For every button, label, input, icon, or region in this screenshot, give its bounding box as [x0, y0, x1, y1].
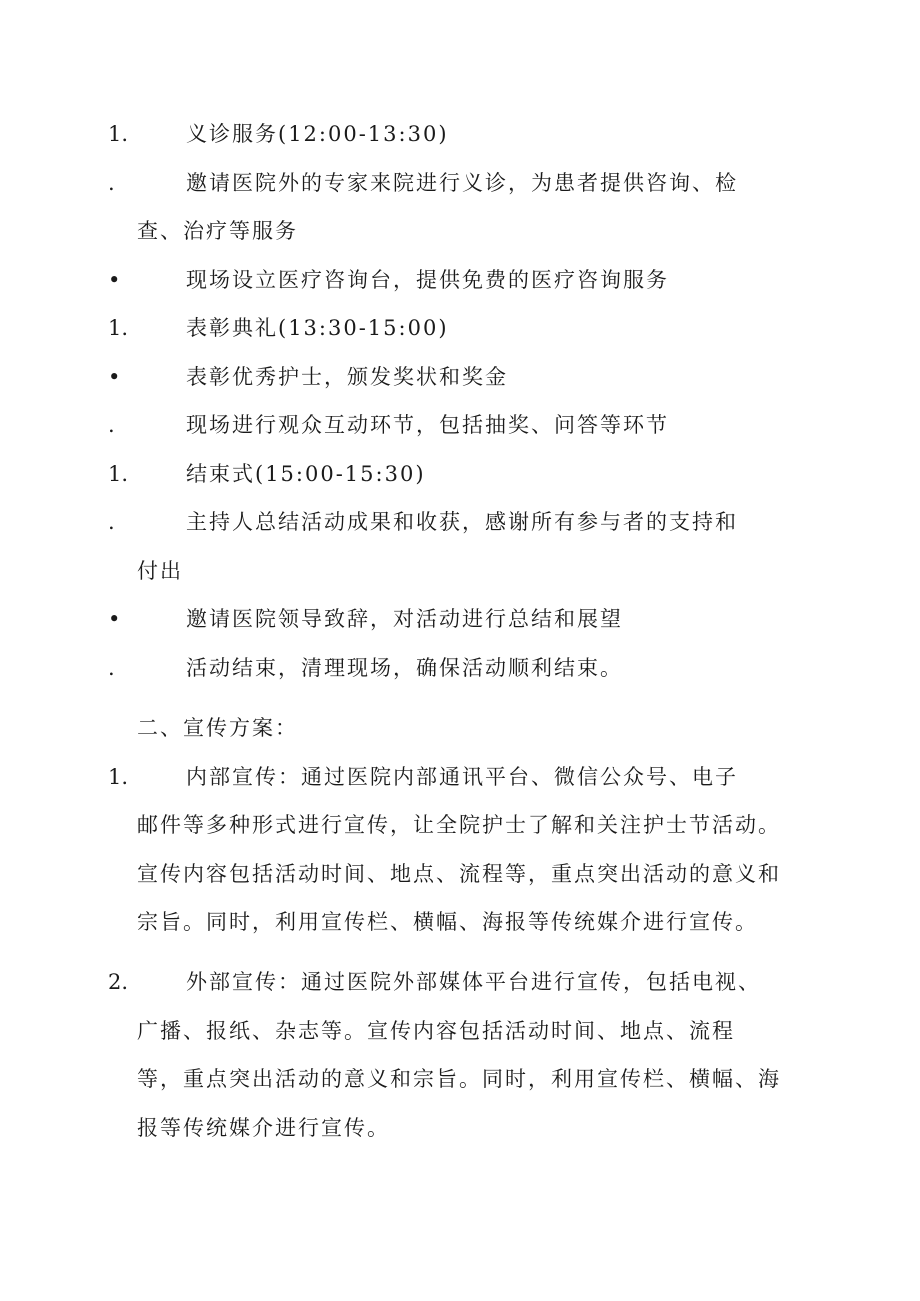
bullet-marker: •: [108, 268, 121, 292]
list-marker: .: [108, 656, 115, 680]
bullet-marker: •: [108, 365, 121, 389]
list-marker: 1.: [108, 462, 129, 486]
section-heading-award-ceremony: 表彰典礼(13:30-15:00): [186, 316, 449, 340]
paragraph-line: 活动结束，清理现场，确保活动顺利结束。: [186, 656, 623, 680]
list-marker: 1.: [108, 122, 129, 146]
paragraph-line: 宣传内容包括活动时间、地点、流程等，重点突出活动的意义和: [137, 862, 781, 886]
paragraph-line: 现场进行观众互动环节，包括抽奖、问答等环节: [186, 413, 669, 437]
paragraph-line: 邮件等多种形式进行宣传，让全院护士了解和关注护士节活动。: [137, 813, 781, 837]
paragraph-line: 表彰优秀护士，颁发奖状和奖金: [186, 365, 508, 389]
paragraph-line: 广播、报纸、杂志等。宣传内容包括活动时间、地点、流程: [137, 1019, 735, 1043]
paragraph-line: 主持人总结活动成果和收获，感谢所有参与者的支持和: [186, 510, 738, 534]
list-marker: 1.: [108, 765, 129, 789]
section-heading-free-clinic: 义诊服务(12:00-13:30): [186, 122, 449, 146]
paragraph-line: 付出: [137, 559, 183, 583]
paragraph-line: 报等传统媒介进行宣传。: [137, 1116, 390, 1140]
paragraph-line: 邀请医院领导致辞，对活动进行总结和展望: [186, 607, 623, 631]
paragraph-line: 宗旨。同时，利用宣传栏、横幅、海报等传统媒介进行宣传。: [137, 910, 758, 934]
paragraph-line: 现场设立医疗咨询台，提供免费的医疗咨询服务: [186, 268, 669, 292]
paragraph-line: 外部宣传：通过医院外部媒体平台进行宣传，包括电视、: [186, 970, 761, 994]
list-marker: 1.: [108, 316, 129, 340]
list-marker: .: [108, 413, 115, 437]
paragraph-line: 查、治疗等服务: [137, 219, 298, 243]
paragraph-line: 内部宣传：通过医院内部通讯平台、微信公众号、电子: [186, 765, 738, 789]
paragraph-line: 等，重点突出活动的意义和宗旨。同时，利用宣传栏、横幅、海: [137, 1067, 781, 1091]
list-marker: 2.: [108, 970, 129, 994]
paragraph-line: 邀请医院外的专家来院进行义诊，为患者提供咨询、检: [186, 171, 738, 195]
list-marker: .: [108, 510, 115, 534]
bullet-marker: •: [108, 607, 121, 631]
section-heading-publicity-plan: 二、宣传方案：: [137, 716, 298, 740]
section-heading-closing: 结束式(15:00-15:30): [186, 462, 426, 486]
list-marker: .: [108, 171, 115, 195]
